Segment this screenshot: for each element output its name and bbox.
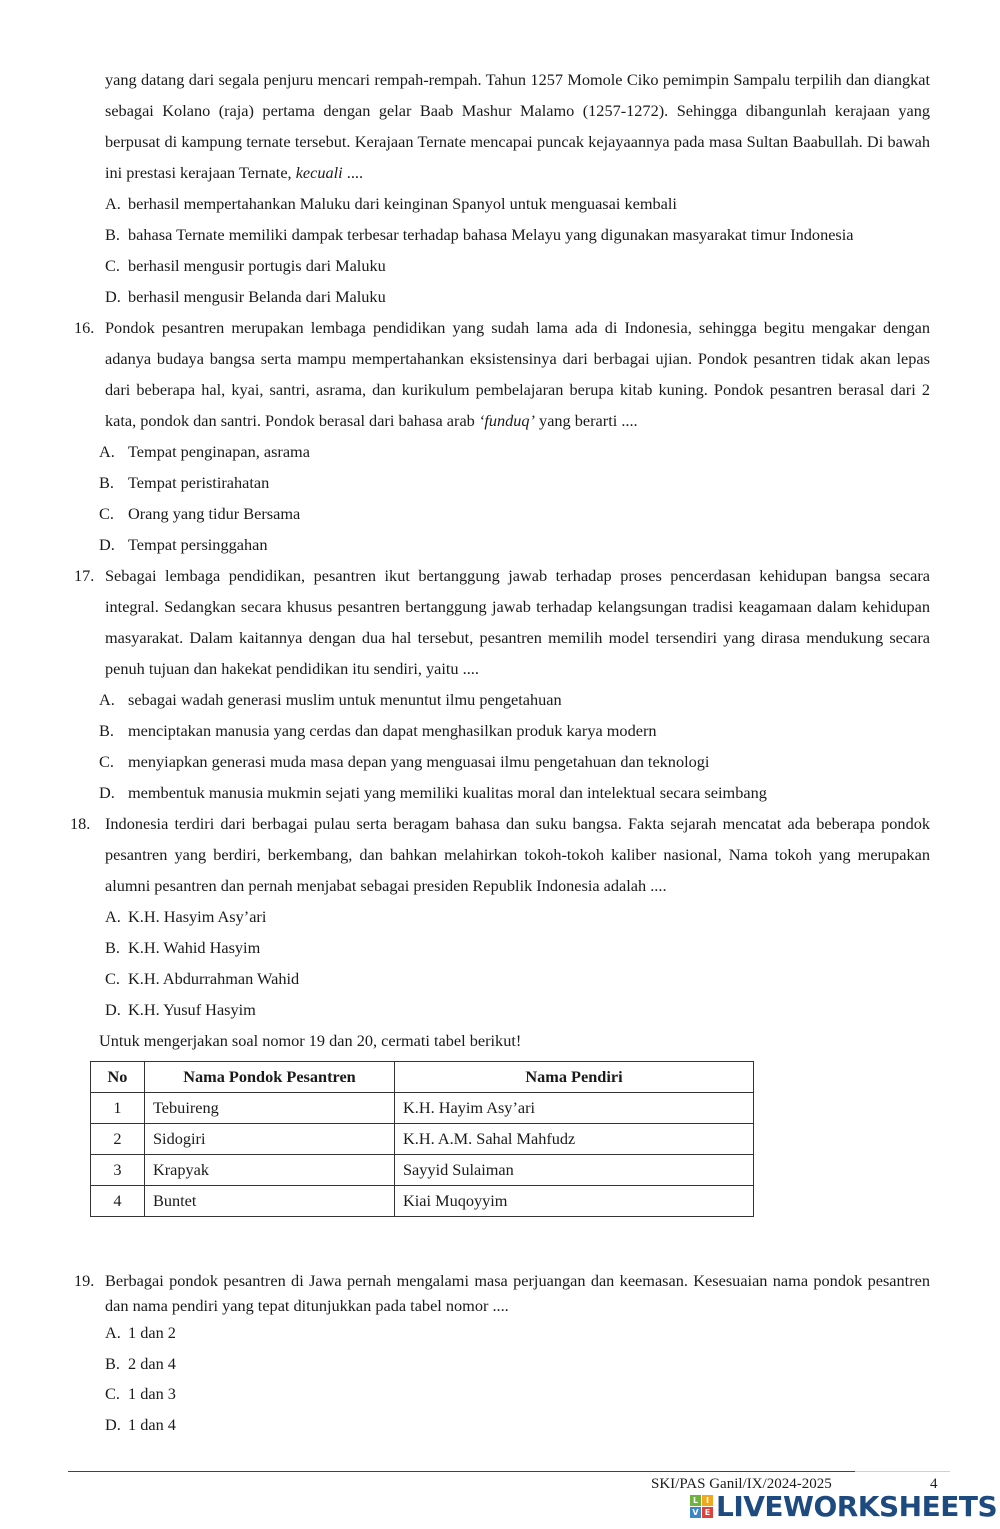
option-letter: D.: [105, 1415, 121, 1435]
cell-pendiri: Sayyid Sulaiman: [395, 1155, 754, 1186]
question-16: [74, 312, 930, 436]
option-text: Tempat peristirahatan: [128, 473, 270, 492]
option-letter: B.: [99, 473, 114, 492]
document-body: [0, 64, 1000, 1056]
option-letter: A.: [99, 690, 115, 709]
question-number: 18.: [70, 814, 91, 833]
emphasis: ‘funduq’: [478, 411, 535, 430]
option-b[interactable]: [99, 467, 924, 498]
option-a[interactable]: [99, 684, 924, 715]
option-letter: C.: [105, 969, 120, 988]
question-number: 17.: [74, 566, 95, 585]
header-pesantren: Nama Pondok Pesantren: [145, 1062, 395, 1093]
footer-divider-accent: [855, 1471, 950, 1472]
footer-code: SKI/PAS Ganil/IX/2024-2025: [651, 1476, 832, 1492]
table-intro: Untuk mengerjakan soal nomor 19 dan 20, cermati tabel berikut!: [99, 1031, 522, 1050]
option-letter: C.: [105, 1384, 120, 1404]
option-letter: D.: [99, 535, 115, 554]
option-letter: C.: [99, 504, 114, 523]
text: Berbagai pondok pesantren di Jawa pernah mengalami masa perjuangan dan keemasan. Kesesuaian nama pondok pesantren dan nama pendiri yang tepat ditunjukkan pada tabel nomor ....: [105, 1271, 930, 1315]
cell-pendiri: Kiai Muqoyyim: [395, 1186, 754, 1217]
header-no: No: [91, 1062, 145, 1093]
option-letter: B.: [105, 1353, 120, 1373]
cell-pesantren: Buntet: [145, 1186, 395, 1217]
option-d[interactable]: [99, 777, 924, 808]
cell-pendiri: K.H. A.M. Sahal Mahfudz: [395, 1124, 754, 1155]
option-text: Tempat persinggahan: [128, 535, 268, 554]
table-header-row: [91, 1062, 754, 1093]
option-b[interactable]: [105, 932, 930, 963]
option-letter: A.: [105, 907, 121, 926]
option-letter: A.: [105, 194, 121, 213]
option-letter: C.: [105, 256, 120, 275]
cell-pesantren: Sidogiri: [145, 1124, 395, 1155]
option-text: K.H. Abdurrahman Wahid: [128, 969, 300, 988]
option-letter: B.: [99, 721, 114, 740]
option-letter: A.: [99, 442, 115, 461]
option-text: 1 dan 4: [128, 1415, 176, 1435]
option-text: K.H. Wahid Hasyim: [128, 938, 261, 957]
table-row: [91, 1093, 754, 1124]
question-18: [70, 808, 930, 901]
option-text: bahasa Ternate memiliki dampak terbesar terhadap bahasa Melayu yang digunakan masyarakat timur Indonesia: [128, 225, 854, 244]
text: ....: [342, 163, 364, 182]
table-row: [91, 1155, 754, 1186]
question-number: 19.: [74, 1271, 95, 1290]
option-text: sebagai wadah generasi muslim untuk menuntut ilmu pengetahuan: [128, 690, 562, 709]
option-text: Tempat penginapan, asrama: [128, 442, 310, 461]
option-d[interactable]: [105, 281, 930, 312]
logo-text: LIVEWORKSHEETS: [716, 1490, 998, 1523]
option-text: Orang yang tidur Bersama: [128, 504, 301, 523]
option-c[interactable]: [105, 963, 930, 994]
table-row: [91, 1186, 754, 1217]
cell-no: 4: [91, 1186, 145, 1217]
text: Pondok pesantren merupakan lembaga pendidikan yang sudah lama ada di Indonesia, sehingga begitu mengakar dengan adanya budaya bangsa serta mampu mempertahankan eksistensinya dari berbagai ujian. Pondok pesantren tidak akan lepas dari beberapa hal, kyai, santri, asrama, dan kurikulum pembelajaran berupa kitab kuning. Pondok pesantren berasal dari 2 kata, pondok dan santri. Pondok berasal dari bahasa arab: [105, 318, 930, 430]
pesantren-table: [90, 1061, 754, 1217]
text: yang datang dari segala penjuru mencari rempah-rempah. Tahun 1257 Momole Ciko pemimpin Sampalu terpilih dan diangkat sebagai Kolano (raja) pertama dengan gelar Baab Mashur Malamo (1257-1272). Sehingga dibangunlah kerajaan yang berpusat di kampung ternate tersebut. Kerajaan Ternate mencapai puncak kejayaannya pada masa Sultan Baabullah. Di bawah ini prestasi kerajaan Ternate,: [105, 70, 930, 182]
question-number: 16.: [74, 318, 95, 337]
logo-icon: [690, 1495, 713, 1518]
cell-pendiri: K.H. Hayim Asy’ari: [395, 1093, 754, 1124]
option-text: membentuk manusia mukmin sejati yang memiliki kualitas moral dan intelektual secara seimbang: [128, 783, 767, 802]
option-a[interactable]: [99, 436, 924, 467]
text: yang berarti ....: [534, 411, 638, 430]
option-text: K.H. Yusuf Hasyim: [128, 1000, 256, 1019]
option-d[interactable]: [99, 529, 924, 560]
option-letter: B.: [105, 225, 120, 244]
option-a[interactable]: [105, 1318, 930, 1349]
option-b[interactable]: [105, 219, 930, 250]
cell-no: 2: [91, 1124, 145, 1155]
footer-divider: [68, 1471, 918, 1472]
question-19-block: [0, 1268, 1000, 1441]
option-letter: A.: [105, 1323, 121, 1342]
question-17: [74, 560, 930, 684]
option-text: 1 dan 3: [128, 1384, 176, 1404]
logo-tile: I: [702, 1495, 713, 1506]
question-15-text: [105, 64, 930, 188]
option-letter: C.: [99, 752, 114, 771]
cell-pesantren: Krapyak: [145, 1155, 395, 1186]
option-a[interactable]: [105, 901, 930, 932]
option-text: berhasil mengusir Belanda dari Maluku: [128, 287, 386, 306]
option-b[interactable]: [99, 715, 924, 746]
option-text: menciptakan manusia yang cerdas dan dapat menghasilkan produk karya modern: [128, 721, 657, 740]
emphasis: kecuali: [295, 163, 343, 182]
option-c[interactable]: [105, 1379, 930, 1410]
option-text: K.H. Hasyim Asy’ari: [128, 907, 267, 926]
table-row: [91, 1124, 754, 1155]
logo-tile: V: [690, 1507, 701, 1518]
logo-tile: L: [690, 1495, 701, 1506]
option-c[interactable]: [99, 498, 924, 529]
option-text: 1 dan 2: [128, 1323, 176, 1342]
options: [0, 1318, 1000, 1441]
option-c[interactable]: [105, 250, 930, 281]
option-c[interactable]: [99, 746, 924, 777]
question-19: [74, 1268, 930, 1318]
option-text: berhasil mempertahankan Maluku dari keinginan Spanyol untuk menguasai kembali: [128, 194, 677, 213]
option-text: berhasil mengusir portugis dari Maluku: [128, 256, 386, 275]
option-letter: D.: [105, 1000, 121, 1019]
option-d[interactable]: [105, 994, 930, 1025]
option-b[interactable]: [105, 1349, 930, 1380]
option-a[interactable]: [105, 188, 930, 219]
cell-pesantren: Tebuireng: [145, 1093, 395, 1124]
option-text: menyiapkan generasi muda masa depan yang menguasai ilmu pengetahuan dan teknologi: [128, 752, 710, 771]
option-text: 2 dan 4: [128, 1353, 176, 1373]
text: Indonesia terdiri dari berbagai pulau serta beragam bahasa dan suku bangsa. Fakta sejarah mencatat ada beberapa pondok pesantren yang berdiri, berkembang, dan bahkan melahirkan tokoh-tokoh kaliber nasional, Nama tokoh yang merupakan alumni pesantren dan pernah menjabat sebagai presiden Republik Indonesia adalah ....: [105, 814, 930, 895]
liveworksheets-logo: [690, 1490, 997, 1523]
header-pendiri: Nama Pendiri: [395, 1062, 754, 1093]
option-letter: B.: [105, 938, 120, 957]
option-d[interactable]: [105, 1410, 930, 1441]
cell-no: 1: [91, 1093, 145, 1124]
logo-tile: E: [702, 1507, 713, 1518]
option-letter: D.: [105, 287, 121, 306]
cell-no: 3: [91, 1155, 145, 1186]
option-letter: D.: [99, 783, 115, 802]
text: Sebagai lembaga pendidikan, pesantren ikut bertanggung jawab terhadap proses pencerdasan kehidupan bangsa secara integral. Sedangkan secara khusus pesantren bertanggung jawab terhadap kelangsungan tradisi keagamaan dalam kehidupan masyarakat. Dalam kaitannya dengan dua hal tersebut, pesantren memilih model tersendiri yang dirasa mendukung secara penuh tujuan dan hakekat pendidikan itu sendiri, yaitu ....: [105, 566, 930, 678]
page-number: 4: [930, 1476, 938, 1492]
